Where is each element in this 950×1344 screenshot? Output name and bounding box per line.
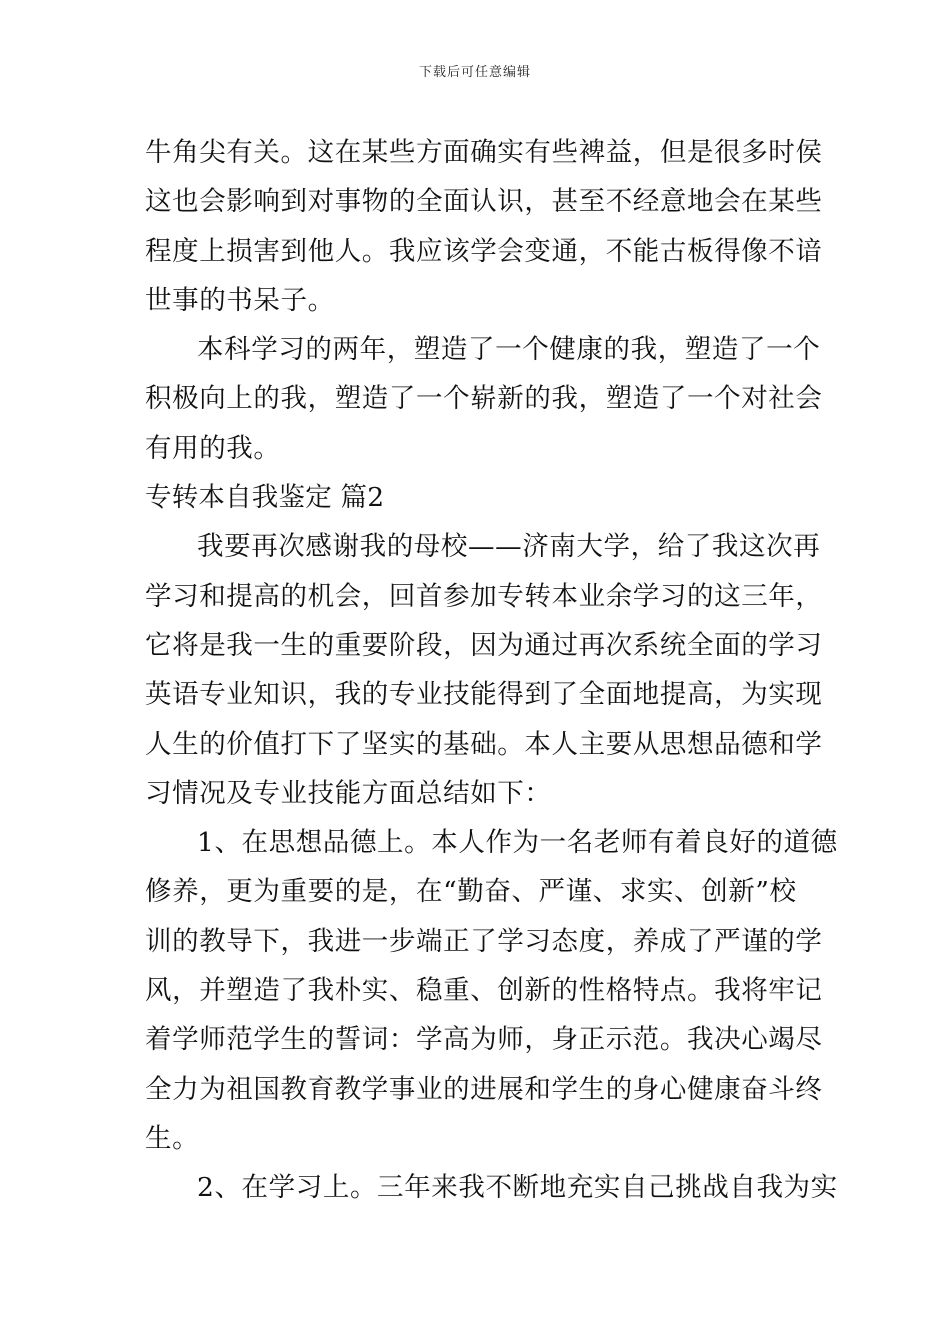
text-line: 全力为祖国教育教学事业的进展和学生的身心健康奋斗终 [145, 1073, 823, 1105]
text-line: 修养，更为重要的是，在“勤奋、严谨、求实、创新”校 [145, 876, 797, 908]
text-line: 2、在学习上。三年来我不断地充实自己挑战自我为实 [197, 1172, 838, 1204]
text-line: 习情况及专业技能方面总结如下： [145, 777, 552, 809]
text-line: 英语专业知识，我的专业技能得到了全面地提高，为实现 [145, 679, 823, 711]
text-line: 生。 [145, 1122, 200, 1154]
text-line: 本科学习的两年，塑造了一个健康的我，塑造了一个 [197, 334, 821, 366]
text-line: 人生的价值打下了坚实的基础。本人主要从思想品德和学 [145, 728, 823, 760]
text-line: 世事的书呆子。 [145, 284, 335, 316]
section-heading: 专转本自我鉴定 篇2 [145, 482, 385, 514]
text-line: 有用的我。 [145, 432, 281, 464]
text-line: 积极向上的我，塑造了一个崭新的我，塑造了一个对社会 [145, 383, 823, 415]
text-line: 着学师范学生的誓词：学高为师，身正示范。我决心竭尽 [145, 1024, 823, 1056]
text-line: 风，并塑造了我朴实、稳重、创新的性格特点。我将牢记 [145, 975, 823, 1007]
text-line: 学习和提高的机会，回首参加专转本业余学习的这三年， [145, 580, 823, 612]
text-line: 牛角尖有关。这在某些方面确实有些裨益，但是很多时侯 [145, 137, 823, 168]
text-line: 训的教导下，我进一步端正了学习态度，养成了严谨的学 [145, 925, 823, 957]
text-line: 我要再次感谢我的母校——济南大学，给了我这次再 [197, 531, 821, 563]
text-line: 它将是我一生的重要阶段，因为通过再次系统全面的学习 [145, 629, 823, 661]
text-line: 1、在思想品德上。本人作为一名老师有着良好的道德 [197, 827, 838, 859]
text-line: 程度上损害到他人。我应该学会变通，不能古板得像不谙 [145, 235, 823, 267]
document-body [145, 128, 838, 1213]
text-line: 这也会影响到对事物的全面认识，甚至不经意地会在某些 [145, 186, 823, 218]
page-header: 下载后可任意编辑 [418, 65, 531, 80]
